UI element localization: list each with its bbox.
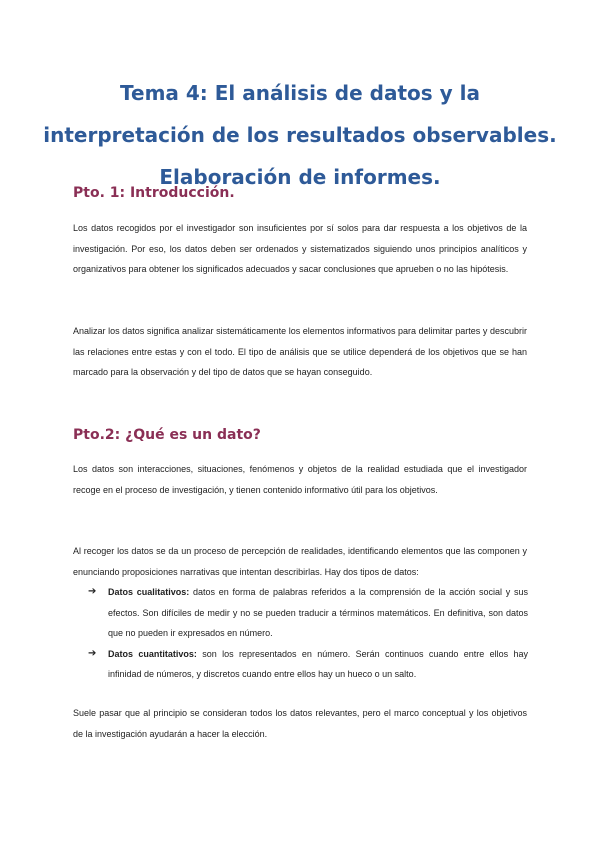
- paragraph: Los datos son interacciones, situaciones, fenómenos y objetos de la realidad estudiada que el investigador recoge en el proceso de investigación, y tienen contenido informativo útil para los objetivos.: [73, 464, 527, 495]
- section-heading-que-es-un-dato: Pto.2: ¿Qué es un dato?: [73, 427, 261, 443]
- document-title: Tema 4: El análisis de datos y la interpretación de los resultados observables. Elaboración de informes.: [43, 81, 557, 189]
- paragraph: Al recoger los datos se da un proceso de percepción de realidades, identificando elementos que las componen y enunciando proposiciones narrativas que intentan describirlas. Hay dos tipos de datos:: [73, 546, 527, 577]
- list-item-text: son los representados en número. Serán continuos cuando entre ellos hay infinidad de números, y discretos cuando entre ellos hay un hueco o un salto.: [108, 648, 528, 680]
- paragraph: Los datos recogidos por el investigador son insuficientes por sí solos para dar respuesta a los objetivos de la investigación. Por eso, los datos deben ser ordenados y sistematizados siguiendo unos principios analíticos y organizativos para obtener los significados adecuados y sacar conclusiones que aprueben o no las hipótesis.: [73, 223, 527, 275]
- list-item: [88, 644, 528, 685]
- paragraph: Suele pasar que al principio se consideran todos los datos relevantes, pero el marco conceptual y los objetivos de la investigación ayudarán a hacer la elección.: [73, 708, 527, 739]
- arrow-right-icon: ➔: [88, 586, 97, 597]
- arrow-right-icon: ➔: [88, 647, 97, 659]
- list-item-term: Datos cuantitativos:: [108, 648, 197, 659]
- section-heading-introduccion: Pto. 1: Introducción.: [73, 185, 235, 201]
- data-types-list: [88, 582, 528, 685]
- list-item-term: Datos cualitativos:: [108, 587, 190, 597]
- paragraph: Analizar los datos significa analizar sistemáticamente los elementos informativos para delimitar partes y descubrir las relaciones entre estas y con el todo. El tipo de análisis que se utilice dependerá de los objetivos que se han marcado para la observación y del tipo de datos que se hayan conseguido.: [73, 326, 527, 378]
- list-item-text: datos en forma de palabras referidos a la comprensión de la acción social y sus efectos. Son difíciles de medir y no se pueden traducir a términos matemáticos. En definitiva, son datos que no pueden ir expresados en número.: [108, 587, 528, 639]
- list-item: [88, 582, 528, 644]
